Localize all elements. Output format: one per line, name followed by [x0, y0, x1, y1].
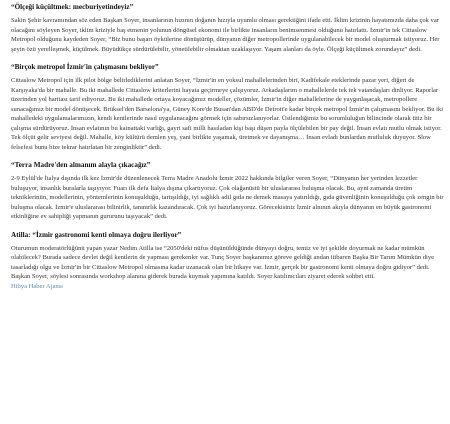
closing-paragraph: Başkan Soyer, söylesi sonrasında workshop alanına giderek burada kuymak yapımına katıldı. Soyer katılımcıları ziyaret ederek sohbet etti. [11, 273, 375, 280]
section-terra-madre [11, 161, 444, 222]
section-heading: “Ölçeği küçültmek: mecburiyetindeyiz” [11, 3, 134, 11]
section-paragraph: Cittaslow Metropol için ilk pilot bölge belirlediklerini anlatan Soyer, “İzmir'in en yoksul mahallelerinden biri, Kadifekale eteklerinde pazar yeri, diğeri de Karşıyaka'da bir mahalle. Bu iki mahallede Cittaslow kriterlerini hayata geçirmeye çalışıyoruz. Arkadaşlarım o mahallelerde tek tek vatandaşları dinliyor. Raporlar üzerinden yol haritası tarif ediyoruz. Bu iki mahallede ortaya koyacağımız modeller, çözümler, İzmir'in diğer mahallelerine de yaygınlaşacak, metropollere sunacağımız bir model dönüşecek. Brüksel'den Barselona'ya, Güney Kore'de Busan'dan ABD'de Detroit'e kadar birçok metropol İzmir'in çalışmasını bekliyor. Bu iki mahalledeki uygulamalarımızın, kendi kentlerinde nasıl uygulanacağını görmek için sabırsızlanıyorlar. Üstlendiğimiz bu sorumluluğun bilincinde olarak titiz bir çalışma sürdürüyoruz. İnsan evlatının bu kainattaki varlığı, gayri safi milli hasıladan kişi başı düşen payla ölçülebilen bir pay değil. İnsan evlatı mutlu olmak istiyor. Tek ölçüt gelir seviyesi değil. Mahalle, köy kültürü demlen yeş, yani birlikte yaşamak, üretmek ve dayanışma… İnsan evladı bunlardan mutluluk duyuyor. Slow felsefesi bunu bize tekrar hatırlatan bir zenginliktir” dedi. [11, 77, 444, 151]
section-scale [11, 3, 444, 54]
section-heading: “Birçok metropol İzmir'in çalışmasını bekliyor” [11, 63, 159, 71]
section-gastronomy [11, 231, 444, 292]
section-paragraph: Oturumun moderatörlüğünü yapan yazar Nedim Atilla ise “2050'deki nüfus düşünüldüğünde dünyayı doğru, temiz ve iyi şekilde doyurmak ne kadar mümkün olabilecek? Burada sadece devlet değil kentlerin de yapması gerekenler var. Tunç Soyer başkanımız göreve geldiği andan itibaren Başka Bir Tarım Mümkün diye tasarladığı olgu ve İzmir'in bir Cittaslow Metropol olmasına kadar uzanacak olan bir hikaye var. İzmir, gerçek bir gastronomi kenti olmaya doğru gidiyor” dedi. [11, 244, 435, 271]
section-heading: Atilla: “İzmir gastronomi kenti olmaya doğru ilerliyor” [11, 230, 182, 239]
section-heading: “Terra Madre'den almanım alayla çıkacağız” [11, 161, 151, 169]
section-paragraph: Sakin Şehir kavramından söz eden Başkan Soyer, insanlarının hızının doğanın hızıyla uyumlu olması gerektiğini ifade etti. İklim krizinin hayatımızda daha çok var olacağını söyleyen Soyer, iklim kriziyle baş etmenin yolunun döngüsel ekonomi ile birlikte insanların benimsenmesi olduğunu hatırlattı. İzmir'in tek Cittaslow Metropol olduğunu kaydeden Soyer, “Biz bunu başarı öykülerine dönüştürüp, dünyanın diğer metropollerinde uygulanabilecek bir model oluşturmak istiyoruz. Her şeyin özü yerelleşmek, küçülmek. Büyüdükçe sürdürülebilir, yönetilebilir olmaktan uzaklaşıyor. Yaşam alanları da öyle. Ölçeği küçültmek zorundayız” dedi. [11, 17, 440, 53]
section-metropols [11, 63, 444, 152]
news-agency-credit[interactable]: Hibya Haber Ajansı [11, 282, 63, 290]
section-paragraph: 2-9 Eylül'de İtalya dışında ilk kez İzmir'de düzenlenecek Terra Madre Anadolu İzmir 2022 hakkında bilgiler veren Soyer, “Dünyanın her yerinden lezzetler buluşuyor, insanlık buralarla taşıyıyor. Fuarı ilk defa İtalya dışına çıkartıyoruz. Çok olağanüstü bir uluslararası buluşma olacak. Bu, ayni zamanda üretim teknikleriniin, modellerinin, yöntemlerinin konuşulduğu, tartışıldığı, iyi sağlıklı adil gıda ne demek masaya yatırıldığı, gıda güvenliğinin konuşulduğu çok zengin bir buluşma olacak. İzmir'e uluslararası bilinirlik, tanınırlık kazandıracak. Çok iyi hazırlanıyoruz. Görecekisiniz İzmir alnının akıyla dünyanın en büyük gastronomi etkinliğine ev sahipliği yapmanın gururunu taşıyacak” dedi. [11, 175, 444, 220]
